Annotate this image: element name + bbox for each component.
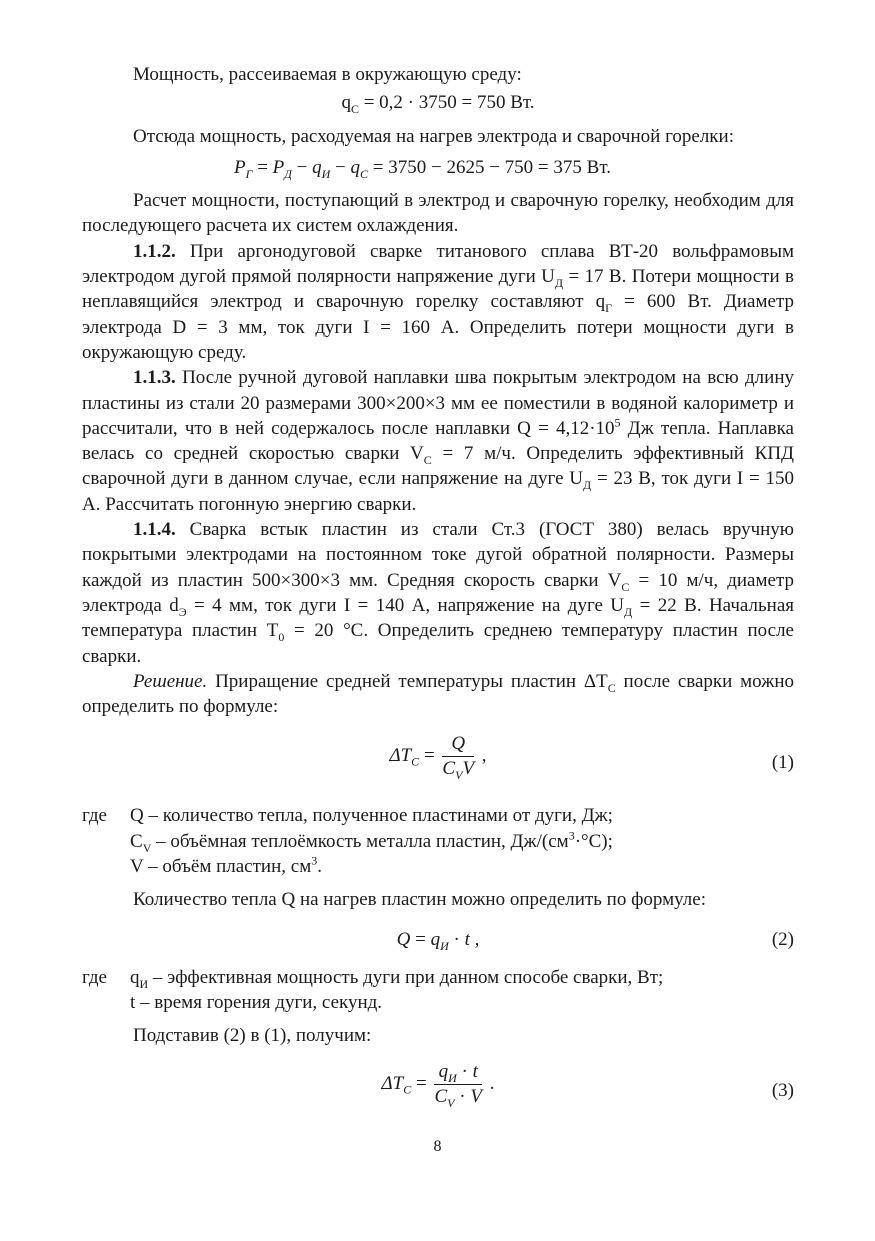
where-cv-unit: ·°С); — [574, 830, 613, 852]
equation-3 — [82, 1061, 794, 1117]
paragraph-electrode-power: Отсюда мощность, расходуемая на нагрев электрода и сварочной горелки: — [133, 125, 734, 147]
eq3-num-sub: И — [448, 1070, 457, 1085]
eq2-t: t — [464, 928, 470, 950]
solution-sub: С — [607, 680, 616, 695]
formula-pg-p: P — [234, 156, 246, 178]
equation-1-body — [82, 733, 794, 783]
problem-sub: Э — [178, 604, 187, 619]
eq2-q-sub: И — [440, 938, 449, 953]
problem-text: = 17 В. Потери мощности в неплавящийся электрод и сварочную горелку составляют q — [82, 266, 794, 313]
eq1-equals: = — [419, 745, 440, 767]
problem-sup: 5 — [614, 415, 621, 430]
formula-pg-sub-c: С — [360, 166, 369, 181]
eq1-denominator — [442, 757, 475, 783]
where-block-2 — [82, 965, 794, 1016]
eq2-equals: = — [410, 928, 431, 950]
problem-number: 1.1.2. — [133, 240, 176, 262]
eq3-denominator — [434, 1085, 481, 1108]
problem-text: Дж тепла. Наплавка велась со средней скоростью сварки V — [82, 417, 794, 465]
equation-2-number: (2) — [771, 928, 794, 950]
formula-qc — [82, 90, 794, 115]
problem-number: 1.1.4. — [133, 519, 176, 541]
paragraph-dissipated-power: Мощность, рассеиваемая в окружающую среду: — [133, 64, 522, 85]
formula-qc-sub: С — [350, 102, 359, 117]
formula-pg-sub-d: Д — [284, 166, 292, 181]
where-v-text: V – объём пластин, см — [130, 856, 312, 878]
formula-pg — [82, 155, 794, 180]
eq1-numerator: Q — [442, 733, 474, 757]
eq3-tail: . — [484, 1072, 495, 1094]
equation-2-body — [82, 927, 794, 952]
where-qi-text: – эффективная мощность дуги при данном способе сварки, Вт; — [148, 966, 664, 988]
problem-sub: С — [423, 452, 432, 467]
eq3-equals: = — [411, 1072, 432, 1094]
solution-label: Решение. — [133, 670, 208, 692]
equation-2 — [82, 921, 794, 957]
eq3-numerator — [434, 1061, 481, 1085]
where-lines — [130, 803, 794, 879]
solution-text: после сварки можно определить по формуле: — [82, 670, 794, 718]
problem-1-1-2 — [82, 239, 794, 365]
problem-1-1-4 — [82, 517, 794, 669]
formula-qc-symbol: q — [341, 92, 351, 114]
problem-text: = 23 В, ток дуги I = 150 А. Рассчитать погонную энергию сварки. — [82, 468, 795, 515]
eq1-den-v: V — [462, 758, 475, 780]
equation-1 — [82, 733, 794, 789]
eq3-num-t: t — [472, 1060, 478, 1082]
where-lines — [130, 965, 794, 1016]
equation-1-number: (1) — [771, 752, 794, 774]
eq2-tail: , — [469, 928, 480, 950]
eq3-num-q: q — [438, 1060, 449, 1082]
where-qi-sub: И — [139, 976, 149, 991]
equation-3-number: (3) — [771, 1079, 794, 1101]
problem-text: = 20 °С. Определить среднею температуру пластин после сварки. — [82, 620, 794, 667]
problem-number: 1.1.3. — [133, 367, 176, 389]
problem-text: После ручной дуговой наплавки шва покрытым электродом на всю длину пластины из стали 20 размерами 300×200×3 мм ее поместили в водяной калориметр и рассчитали, что в ней содержалось после наплавки Q = 4,12·10 — [82, 367, 794, 439]
where-v-end: . — [317, 856, 322, 878]
eq3-den-dot: · — [454, 1085, 471, 1107]
problem-text: = 10 м/ч, диаметр электрода d — [82, 569, 794, 616]
formula-pg-eq: = — [252, 156, 273, 178]
where-line-cv — [130, 829, 794, 854]
formula-pg-q1: q — [312, 156, 322, 178]
eq2-dot: · — [448, 928, 465, 950]
eq1-den-c: C — [442, 758, 456, 780]
paragraph-cooling-note: Расчет мощности, поступающий в электрод и сварочную горелку, необходим для последующего расчета их систем охлаждения. — [82, 190, 794, 237]
where-label: где — [82, 805, 107, 827]
equation-3-body — [82, 1061, 794, 1108]
where-cv-sup: 3 — [568, 828, 575, 843]
paragraph-substitution: Подставив (2) в (1), получим: — [133, 1025, 372, 1047]
formula-pg-minus1: − — [291, 156, 313, 178]
where-qi-symbol: q — [130, 966, 140, 988]
problem-sub: 0 — [278, 630, 285, 645]
where-label: где — [82, 966, 107, 988]
where-cv-text: – объёмная теплоёмкость металла пластин, Дж/(см — [151, 830, 569, 852]
problem-sub: Г — [605, 301, 613, 316]
eq3-den-sub: V — [447, 1095, 455, 1110]
formula-pg-minus2: − — [330, 156, 351, 178]
problem-sub: Д — [583, 478, 592, 493]
eq3-den-v: V — [470, 1085, 482, 1107]
eq1-fraction — [442, 733, 475, 783]
problem-sub: С — [621, 579, 630, 594]
where-block-1 — [82, 803, 794, 879]
problem-text: = 7 м/ч. Определить эффективный КПД сварочной дуги в данном случае, если напряжение на дуге U — [82, 443, 794, 490]
eq3-fraction — [434, 1061, 481, 1108]
formula-pg-result: = 3750 − 2625 − 750 = 375 Вт. — [368, 156, 611, 178]
formula-pg-sub-i: И — [321, 166, 331, 181]
page-number: 8 — [433, 1138, 442, 1155]
formula-pg-q2: q — [350, 156, 361, 178]
solution-text: Приращение средней температуры пластин ΔT — [207, 670, 608, 692]
where-cv-symbol: C — [130, 830, 143, 852]
page-body — [82, 62, 794, 1117]
problem-text: = 4 мм, ток дуги I = 140 А, напряжение на дуге U — [186, 594, 625, 616]
eq1-lhs-sub: C — [411, 755, 420, 770]
where-line-qi — [130, 965, 794, 990]
eq2-q: q — [430, 928, 441, 950]
eq1-tail: , — [477, 745, 487, 767]
problem-text: Сварка встык пластин из стали Ст.3 (ГОСТ 380) велась вручную покрытыми электродами на постоянном токе дугой обратной полярности. Размеры каждой из пластин 500×300×3 мм. Средняя скорость сварки V — [82, 519, 794, 591]
formula-qc-value: = 0,2 · 3750 = 750 Вт. — [358, 92, 535, 114]
solution-intro — [82, 669, 794, 720]
eq2-lhs: Q — [396, 928, 411, 950]
where-cv-sub: V — [142, 840, 152, 855]
formula-pg-sub-g: Г — [245, 166, 253, 181]
problem-sub: Д — [554, 275, 564, 290]
problem-text: При аргонодуговой сварке титанового сплава ВТ-20 вольфрамовым электродом дугой прямой полярности напряжение дуги U — [82, 240, 794, 288]
problem-text: = 22 В. Начальная температура пластин T — [82, 594, 794, 642]
problem-sub: Д — [624, 604, 633, 619]
where-line-q: Q – количество тепла, полученное пластинами от дуги, Дж; — [130, 805, 613, 827]
eq1-lhs: ΔT — [389, 745, 412, 767]
problem-text: = 600 Вт. Диаметр электрода D = 3 мм, ток дуги I = 160 А. Определить потери мощности дуги в окружающую среду. — [82, 291, 794, 363]
eq3-num-dot: · — [456, 1060, 473, 1082]
eq1-den-sub: V — [455, 768, 463, 783]
where-line-v — [130, 854, 794, 879]
where-line-t: t – время горения дуги, секунд. — [130, 991, 383, 1013]
eq3-den-c: C — [434, 1085, 448, 1107]
eq3-lhs-sub: C — [403, 1082, 412, 1097]
paragraph-heat-q: Количество тепла Q на нагрев пластин можно определить по формуле: — [133, 889, 706, 911]
where-v-sup: 3 — [311, 853, 318, 868]
formula-pg-p2: P — [272, 156, 285, 178]
eq3-lhs: ΔT — [381, 1072, 404, 1094]
problem-1-1-3 — [82, 365, 794, 517]
